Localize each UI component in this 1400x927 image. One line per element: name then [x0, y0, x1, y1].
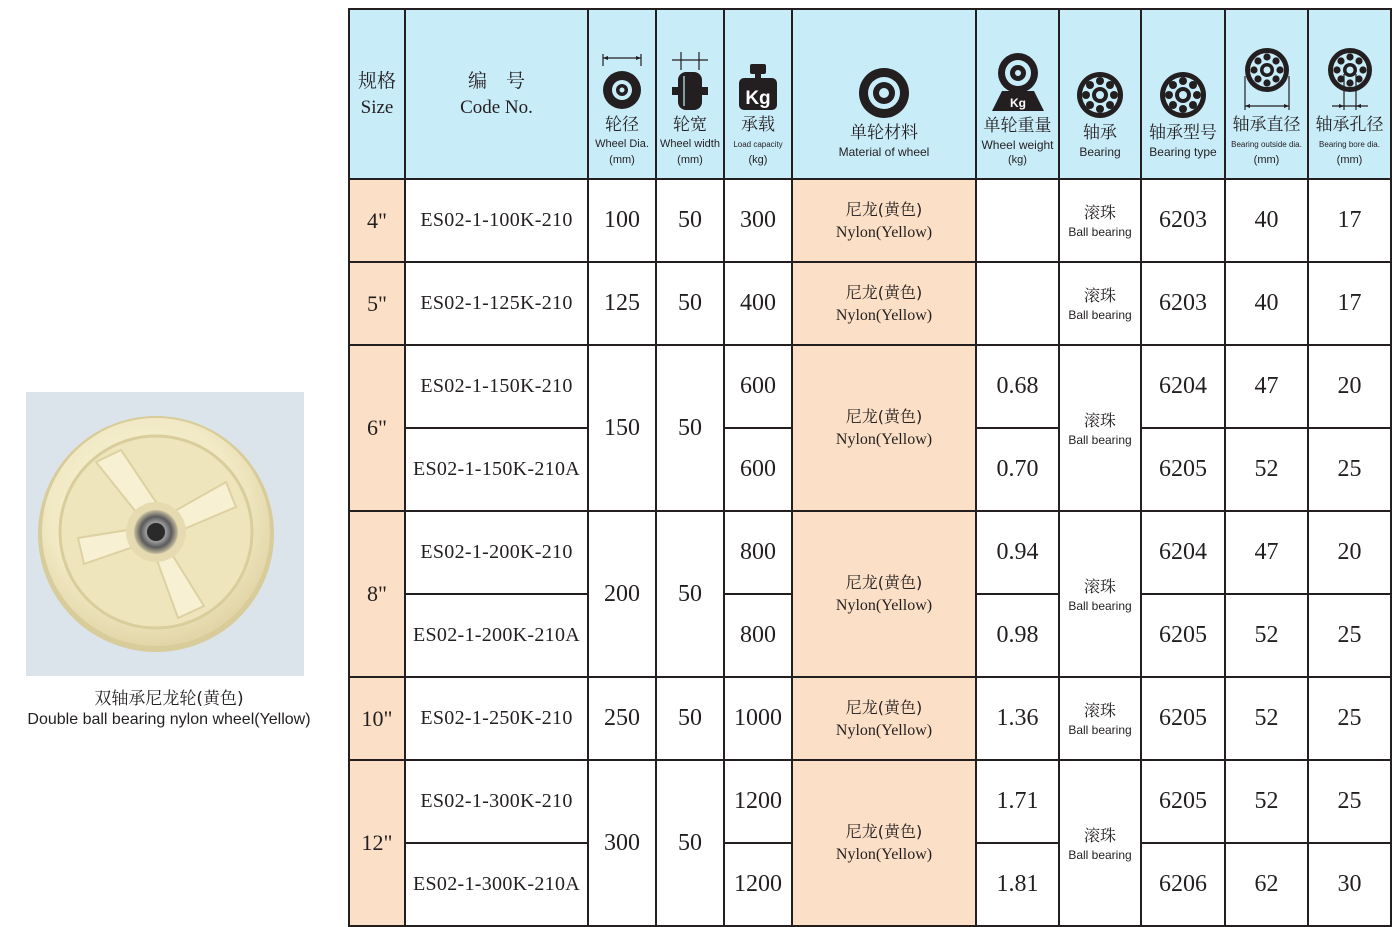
weight-cell: 1.81	[976, 843, 1059, 926]
bearing-cell: 滚珠 Ball bearing	[1059, 677, 1141, 760]
bearing-bore-cell: 25	[1308, 594, 1391, 677]
wheel-diameter-icon	[599, 50, 645, 112]
wheel-width-cell: 50	[656, 677, 724, 760]
bearing-type-cell: 6205	[1141, 760, 1225, 843]
weight-cell: 0.68	[976, 345, 1059, 428]
bearing-bore-cell: 20	[1308, 345, 1391, 428]
load-cell: 1200	[724, 843, 792, 926]
bearing-type-cell: 6205	[1141, 594, 1225, 677]
bearing-type-cell: 6204	[1141, 511, 1225, 594]
bearing-cell: 滚珠 Ball bearing	[1059, 179, 1141, 262]
bearing-od-cell: 62	[1225, 843, 1308, 926]
svg-text:Kg: Kg	[745, 88, 771, 109]
wheel-width-cell: 50	[656, 511, 724, 677]
weight-cell	[976, 262, 1059, 345]
weight-cell: 0.70	[976, 428, 1059, 511]
product-caption-cn: 双轴承尼龙轮(黄色)	[94, 689, 244, 709]
bearing-od-cell: 47	[1225, 345, 1308, 428]
size-cell: 6"	[349, 345, 405, 511]
code-cell: ES02-1-200K-210A	[405, 594, 588, 677]
load-cell: 800	[724, 594, 792, 677]
size-cell: 4"	[349, 179, 405, 262]
bearing-bore-cell: 25	[1308, 677, 1391, 760]
bearing-od-cell: 52	[1225, 760, 1308, 843]
product-caption-en: Double ball bearing nylon wheel(Yellow)	[27, 711, 311, 728]
code-cell: ES02-1-125K-210	[405, 262, 588, 345]
material-cell: 尼龙(黄色) Nylon(Yellow)	[792, 511, 976, 677]
bearing-cell: 滚珠 Ball bearing	[1059, 760, 1141, 926]
bearing-od-cell: 52	[1225, 428, 1308, 511]
header-load: Kg 承载 Load capacity (kg)	[724, 9, 792, 179]
load-cell: 1200	[724, 760, 792, 843]
bearing-cell: 滚珠 Ball bearing	[1059, 262, 1141, 345]
bearing-od-cell: 40	[1225, 262, 1308, 345]
size-cell: 5"	[349, 262, 405, 345]
bearing-od-cell: 52	[1225, 677, 1308, 760]
weight-cell: 1.36	[976, 677, 1059, 760]
size-cell: 8"	[349, 511, 405, 677]
code-cell: ES02-1-300K-210A	[405, 843, 588, 926]
size-cell: 10"	[349, 677, 405, 760]
code-cell: ES02-1-100K-210	[405, 179, 588, 262]
wheel-dia-cell: 300	[588, 760, 656, 926]
material-cell: 尼龙(黄色) Nylon(Yellow)	[792, 677, 976, 760]
material-cell: 尼龙(黄色) Nylon(Yellow)	[792, 262, 976, 345]
bearing-type-cell: 6204	[1141, 345, 1225, 428]
table-row	[349, 262, 1391, 345]
bearing-bore-cell: 17	[1308, 179, 1391, 262]
wheel-on-scale-icon	[990, 51, 1046, 113]
bearing-outside-dia-icon	[1241, 46, 1293, 112]
material-cell: 尼龙(黄色) Nylon(Yellow)	[792, 760, 976, 926]
material-cell: 尼龙(黄色) Nylon(Yellow)	[792, 345, 976, 511]
header-weight: Kg 单轮重量 Wheel weight (kg)	[976, 9, 1059, 179]
wheel-width-cell: 50	[656, 345, 724, 511]
weight-cell: 1.71	[976, 760, 1059, 843]
bearing-type-cell: 6206	[1141, 843, 1225, 926]
bearing-od-cell: 40	[1225, 179, 1308, 262]
bearing-type-cell: 6203	[1141, 179, 1225, 262]
material-cell: 尼龙(黄色) Nylon(Yellow)	[792, 179, 976, 262]
bearing-type-cell: 6203	[1141, 262, 1225, 345]
wheel-dia-cell: 250	[588, 677, 656, 760]
bearing-bore-cell: 25	[1308, 760, 1391, 843]
bearing-type-cell: 6205	[1141, 677, 1225, 760]
load-cell: 1000	[724, 677, 792, 760]
spec-table	[348, 8, 1392, 927]
wheel-ring-icon	[857, 66, 911, 120]
product-photo	[26, 392, 304, 676]
table-row	[349, 179, 1391, 262]
table-row	[349, 345, 1391, 428]
code-cell: ES02-1-300K-210	[405, 760, 588, 843]
wheel-width-cell: 50	[656, 179, 724, 262]
header-code: 编 号 Code No.	[405, 9, 588, 179]
ball-bearing-icon	[1075, 70, 1125, 120]
load-cell: 600	[724, 345, 792, 428]
size-cell: 12"	[349, 760, 405, 926]
bearing-bore-cell: 20	[1308, 511, 1391, 594]
bearing-bore-cell: 17	[1308, 262, 1391, 345]
bearing-bore-cell: 25	[1308, 428, 1391, 511]
code-cell: ES02-1-200K-210	[405, 511, 588, 594]
wheel-dia-cell: 200	[588, 511, 656, 677]
table-row	[349, 760, 1391, 843]
bearing-bore-dia-icon	[1324, 46, 1376, 112]
bearing-type-cell: 6205	[1141, 428, 1225, 511]
bearing-od-cell: 47	[1225, 511, 1308, 594]
wheel-width-icon	[670, 50, 710, 112]
table-header-row	[349, 9, 1391, 179]
bearing-od-cell: 52	[1225, 594, 1308, 677]
bearing-cell: 滚珠 Ball bearing	[1059, 511, 1141, 677]
wheel-dia-cell: 150	[588, 345, 656, 511]
load-cell: 600	[724, 428, 792, 511]
wheel-width-cell: 50	[656, 760, 724, 926]
weight-cell	[976, 179, 1059, 262]
nylon-wheel-illustration	[26, 392, 304, 676]
header-bearing-type: 轴承型号 Bearing type	[1141, 9, 1225, 179]
header-bearing-od: 轴承直径 Bearing outside dia. (mm)	[1225, 9, 1308, 179]
code-cell: ES02-1-250K-210	[405, 677, 588, 760]
header-bearing-bore: 轴承孔径 Bearing bore dia. (mm)	[1308, 9, 1391, 179]
kg-weight-icon	[736, 62, 780, 112]
table-row	[349, 511, 1391, 594]
load-cell: 400	[724, 262, 792, 345]
header-size: 规格 Size	[349, 9, 405, 179]
load-cell: 800	[724, 511, 792, 594]
header-material: 单轮材料 Material of wheel	[792, 9, 976, 179]
code-cell: ES02-1-150K-210A	[405, 428, 588, 511]
wheel-dia-cell: 125	[588, 262, 656, 345]
wheel-dia-cell: 100	[588, 179, 656, 262]
header-wheel-width: 轮宽 Wheel width (mm)	[656, 9, 724, 179]
svg-text:Kg: Kg	[1009, 96, 1026, 110]
bearing-bore-cell: 30	[1308, 843, 1391, 926]
table-row	[349, 677, 1391, 760]
header-wheel-dia: 轮径 Wheel Dia. (mm)	[588, 9, 656, 179]
load-cell: 300	[724, 179, 792, 262]
weight-cell: 0.94	[976, 511, 1059, 594]
code-cell: ES02-1-150K-210	[405, 345, 588, 428]
header-bearing: 轴承 Bearing	[1059, 9, 1141, 179]
wheel-width-cell: 50	[656, 262, 724, 345]
bearing-cell: 滚珠 Ball bearing	[1059, 345, 1141, 511]
ball-bearing-icon	[1158, 70, 1208, 120]
weight-cell: 0.98	[976, 594, 1059, 677]
